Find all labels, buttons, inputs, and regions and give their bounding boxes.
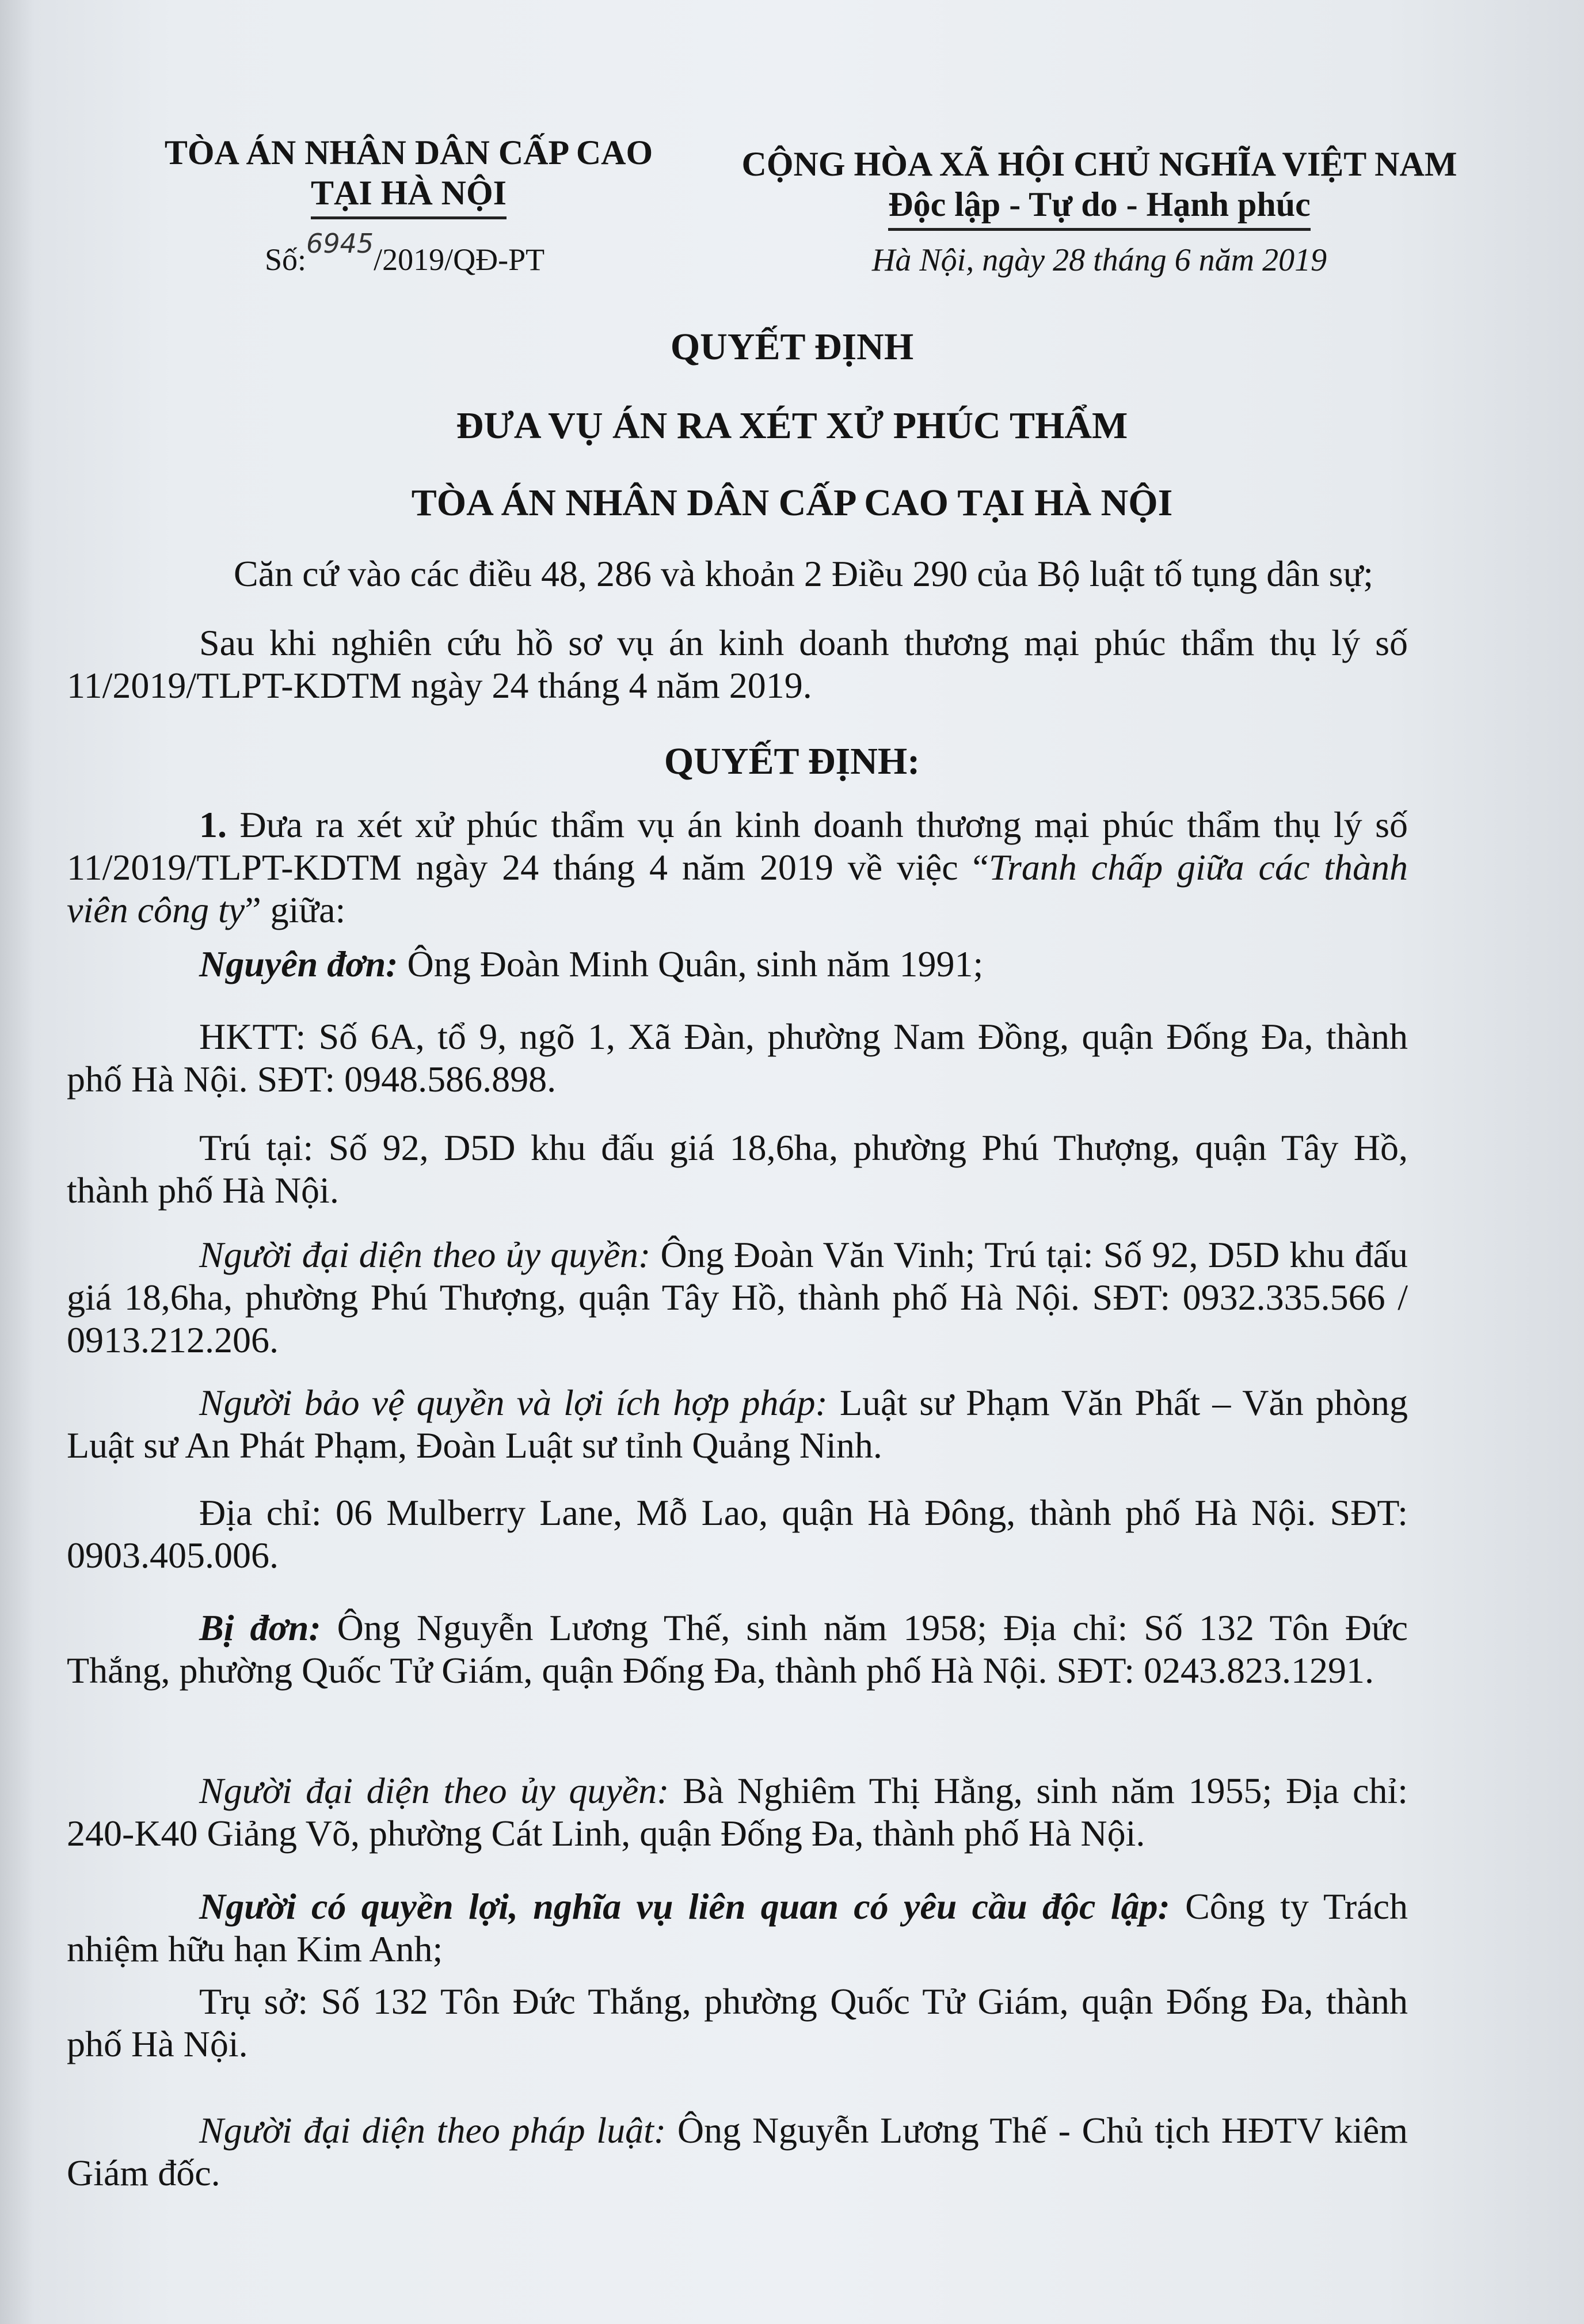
defendant-label: Bị đơn: [199, 1607, 321, 1648]
plaintiff-label: Nguyên đơn: [199, 944, 398, 984]
motto: Độc lập - Tự do - Hạnh phúc [888, 184, 1310, 231]
lawyer-text: Luật sư Phạm Văn Phất – Văn phòng Luật sư An Phát Phạm, Đoàn Luật sư tỉnh Quảng Ninh. [67, 1382, 1408, 1466]
plaintiff-text: Ông Đoàn Minh Quân, sinh năm 1991; [398, 944, 984, 984]
number-prefix: Số: [265, 242, 307, 277]
representative-text: Bà Nghiêm Thị Hằng, sinh năm 1955; Địa chỉ: 240-K40 Giảng Võ, phường Cát Linh, quận Đống Đa, thành phố Hà Nội. [67, 1770, 1408, 1854]
paragraph-head-office: Trụ sở: Số 132 Tôn Đức Thắng, phường Quốc Tử Giám, quận Đống Đa, thành phố Hà Nội. [67, 1981, 1408, 2064]
paragraph-legal-basis: Căn cứ vào các điều 48, 286 và khoản 2 Điều 290 của Bộ luật tố tụng dân sự; [234, 553, 1374, 594]
paragraph-case-review: Sau khi nghiên cứu hồ sơ vụ án kinh doanh thương mại phúc thẩm thụ lý số 11/2019/TLPT-KDTM ngày 24 tháng 4 năm 2019. [67, 622, 1408, 706]
representative-label: Người đại diện theo ủy quyền: [199, 1234, 651, 1275]
paragraph-defendant [67, 1607, 1408, 1692]
lawyer-label: Người bảo vệ quyền và lợi ích hợp pháp: [199, 1382, 828, 1423]
defendant-text: Ông Nguyễn Lương Thế, sinh năm 1958; Địa chỉ: Số 132 Tôn Đức Thắng, phường Quốc Tử Giám, quận Đống Đa, thành phố Hà Nội. SĐT: 0243.823.1291. [67, 1607, 1408, 1691]
item-text: Đưa ra xét xử phúc thẩm vụ án kinh doanh thương mại phúc thẩm thụ lý số 11/2019/TLPT-KDTM ngày 24 tháng 4 năm 2019 về việc “ [67, 804, 1408, 888]
paragraph-lawyer-address: Địa chỉ: 06 Mulberry Lane, Mỗ Lao, quận Hà Đông, thành phố Hà Nội. SĐT: 0903.405.006. [67, 1492, 1408, 1576]
court-line1: TÒA ÁN NHÂN DÂN CẤP CAO [164, 134, 653, 172]
title-subject: ĐƯA VỤ ÁN RA XÉT XỬ PHÚC THẨM [456, 405, 1128, 447]
paragraph-plaintiff-representative [67, 1234, 1408, 1361]
legal-representative-label: Người đại diện theo pháp luật: [199, 2110, 667, 2151]
court-name [132, 132, 685, 219]
representative-text: Ông Đoàn Văn Vinh; Trú tại: Số 92, D5D khu đấu giá 18,6ha, phường Phú Thượng, quận Tây Hồ, thành phố Hà Nội. SĐT: 0932.335.566 / 0913.212.206. [67, 1234, 1408, 1360]
paragraph-residence: Trú tại: Số 92, D5D khu đấu giá 18,6ha, phường Phú Thượng, quận Tây Hồ, thành phố Hà Nội. [67, 1127, 1408, 1211]
document-date: Hà Nội, ngày 28 tháng 6 năm 2019 [871, 242, 1327, 278]
title-court: TÒA ÁN NHÂN DÂN CẤP CAO TẠI HÀ NỘI [411, 482, 1173, 524]
title-decision: QUYẾT ĐỊNH [670, 326, 914, 368]
republic-name: CỘNG HÒA XÃ HỘI CHỦ NGHĨA VIỆT NAM [741, 145, 1457, 183]
paragraph-lawyer [67, 1382, 1408, 1467]
paragraph-registered-address: HKTT: Số 6A, tổ 9, ngõ 1, Xã Đàn, phường Nam Đồng, quận Đống Đa, thành phố Hà Nội. SĐT: 0948.586.898. [67, 1016, 1408, 1100]
number-suffix: /2019/QĐ-PT [374, 242, 545, 277]
paragraph-defendant-representative [67, 1770, 1408, 1855]
republic-header [719, 144, 1479, 231]
document-number [265, 228, 545, 277]
handwritten-number: 6945 [306, 228, 374, 259]
paragraph-item-1 [67, 804, 1408, 931]
related-party-text: Công ty Trách nhiệm hữu hạn Kim Anh; [67, 1886, 1408, 1969]
representative-label: Người đại diện theo ủy quyền: [199, 1770, 669, 1811]
related-party-label: Người có quyền lợi, nghĩa vụ liên quan có yêu cầu độc lập: [199, 1886, 1170, 1927]
court-line2: TẠI HÀ NỘI [311, 173, 507, 219]
paragraph-legal-representative [67, 2109, 1408, 2194]
dispute-title: Tranh chấp giữa các thành viên công ty [67, 847, 1408, 930]
paragraph-plaintiff [67, 943, 1408, 986]
paragraph-related-party [67, 1885, 1408, 1971]
item-end: ” giữa: [245, 889, 346, 930]
item-number: 1. [199, 804, 227, 845]
legal-representative-text: Ông Nguyễn Lương Thế - Chủ tịch HĐTV kiêm Giám đốc. [67, 2110, 1408, 2193]
title-decision-colon: QUYẾT ĐỊNH: [664, 740, 920, 782]
